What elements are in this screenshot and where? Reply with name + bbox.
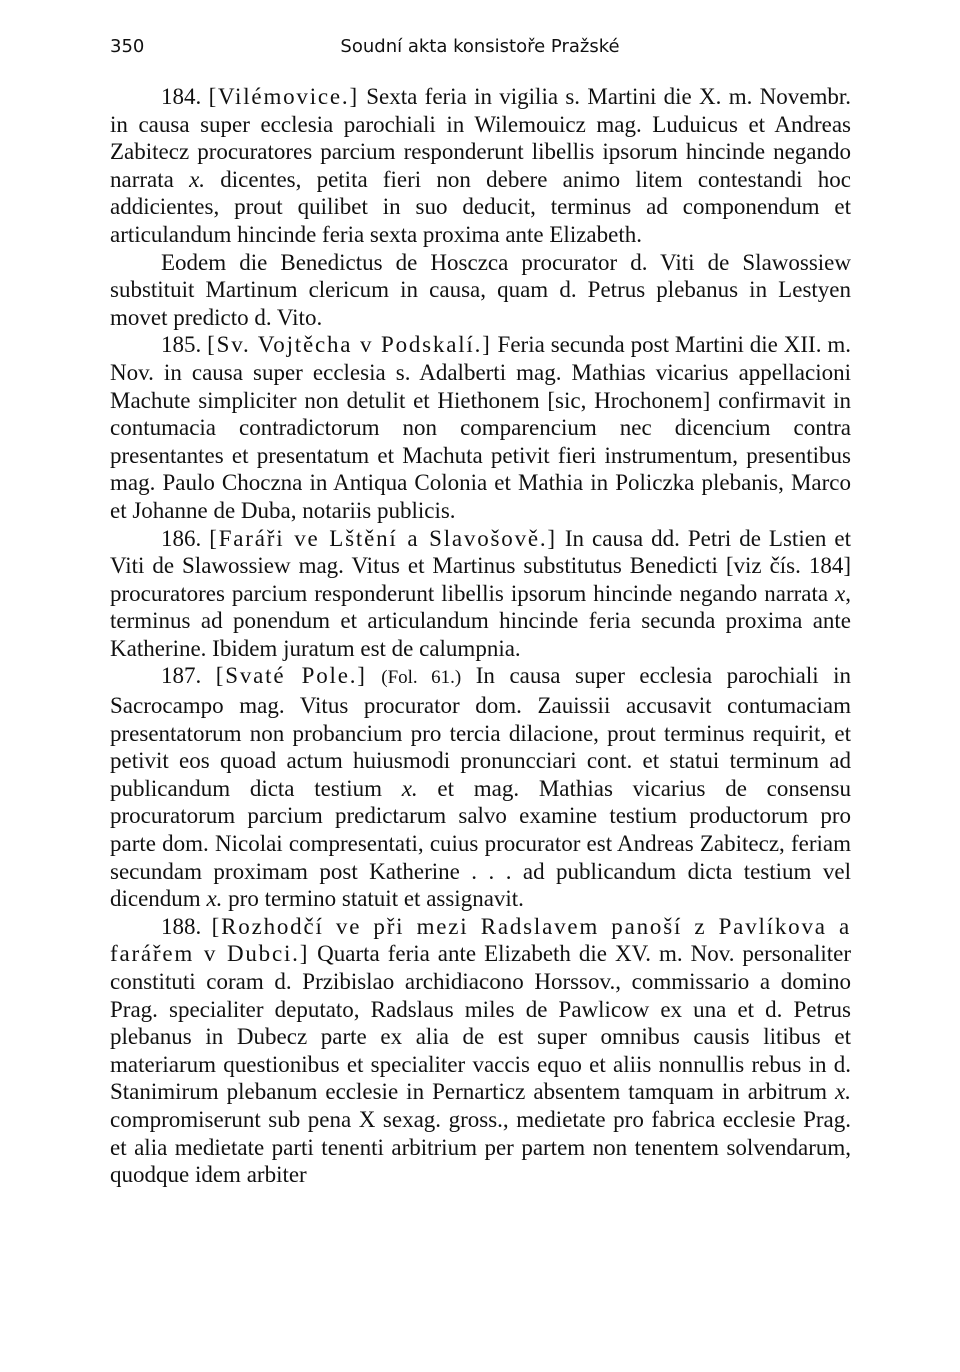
entry-text: Feria secunda post Martini die XII. m. Nov. in causa super ecclesia s. Adalberti mag. Mathias vicarius appellacioni Machute simpliciter non detulit et Hiethonem [sic, Hrochonem] confirmavit in contumacia contradictorum non comparencium nec dicencium contra presentantes et presentatum et Machuta petivit fieri instrumentum, presentibus mag. Paulo Choczna in Antiqua Colonia et Mathia in Policzka plebanis, Marco et Johanne de Duba, notariis publicis. bbox=[110, 332, 851, 523]
running-title: Soudní akta konsistoře Pražské bbox=[340, 36, 620, 57]
entry-text: Quarta feria ante Elizabeth die XV. m. Nov. personaliter constituti coram d. Przibislao archidiacono Horssov., commissario a domino Prag. specialiter deputato, Radslaus miles de Pawlicow ex una et d. Petrus plebanus in Dubecz parte ex alia de est super omnibus causis litibus et materiarum questionibus et specialiter vaccis equo et aliis nonnullis rebus in d. Stanimirum plebanum ecclesie in Pernarticz absentem tamquam in arbitrum bbox=[110, 941, 851, 1105]
entry-title: [Rozhodčí ve při mezi Radslavem panoší z Pavlíkova a farářem v Dubci.] bbox=[110, 913, 852, 967]
entry-text-continued: compromiserunt sub pena X sexag. gross., medietate pro fabrica ecclesie Prag. et alia medietate parti tenenti arbitrium per partem non tenentem solvendarum, quodque idem arbiter bbox=[110, 1106, 851, 1188]
entry-185 bbox=[110, 331, 851, 524]
entry-text: Sexta feria in vigilia s. Martini die X. m. Novembr. in causa super ecclesia parochiali in Wilemouicz mag. Luduicus et Andreas Zabitecz procuratores parcium responderunt libellis ipsorum hincinde negando narrata bbox=[110, 84, 851, 192]
entry-184 bbox=[110, 83, 851, 249]
entry-text: In causa dd. Petri de Lstien et Viti de Slawossiew mag. Vitus et Martinus substitutus Benedicti [viz čís. 184] procuratores parcium responderunt libellis ipsorum hincinde negando narrata bbox=[110, 525, 851, 606]
entry-text-continued: et mag. Mathias vicarius de consensu procuratorum parcium predictarum salvo examine testium productorum pro parte dom. Nicolai compresentati, cuius procurator est Andreas Zabitecz, feriam secundam proximam post Katherine . . . ad publicandum dicta testium vel dicendum bbox=[110, 775, 851, 912]
entry-number: 187. bbox=[161, 663, 202, 689]
entry-number: 186. bbox=[161, 525, 202, 551]
entry-title: [Sv. Vojtěcha v Podskalí.] bbox=[207, 332, 492, 358]
entry-text-continued: dicentes, petita fieri non debere animo litem contestandi hoc addicientes, prout quilibet in suo deducit, terminus ad componendum et articulandum hincinde feria sexta proxima ante Elizabeth. bbox=[110, 166, 851, 247]
entry-184-substitution bbox=[110, 249, 851, 332]
siglum-mark: x. bbox=[189, 166, 206, 192]
page-header bbox=[110, 36, 850, 62]
entry-text-end: pro termino statuit et assignavit. bbox=[222, 886, 524, 912]
siglum-mark: x. bbox=[401, 775, 418, 801]
entry-title: [Svaté Pole.] bbox=[215, 663, 367, 689]
entry-186 bbox=[110, 525, 851, 663]
entry-title: [Vilémovice.] bbox=[208, 84, 359, 109]
entry-text: In causa super ecclesia parochiali in Sacrocampo mag. Vitus procurator dom. Zauissii accusavit contumaciam presentatorum non probancium pro tercia dilacione, prout terminus requirit, et petivit eos quoad actum huiusmodi pronuncciari cont. et statui terminum ad publicandum dicta testium bbox=[110, 663, 851, 801]
folio-reference: (Fol. 61.) bbox=[381, 667, 462, 689]
body-text bbox=[110, 83, 851, 1189]
siglum-mark: x bbox=[835, 580, 846, 606]
entry-number: 185. bbox=[161, 332, 202, 358]
entry-188 bbox=[110, 913, 851, 1189]
entry-187 bbox=[110, 662, 851, 912]
entry-text-continued: , terminus ad ponendum et articulandum hincinde feria secunda proxima ante Katherine. Ibidem juratum est de calumpnia. bbox=[110, 580, 851, 661]
siglum-mark: x. bbox=[835, 1079, 851, 1105]
entry-number: 188. bbox=[161, 913, 202, 939]
entry-text: Eodem die Benedictus de Hosczca procurator d. Viti de Slawossiew substituit Martinum clericum in causa, quam d. Petrus plebanus in Lestyen movet predicto d. Vito. bbox=[110, 249, 851, 330]
entry-title: [Faráři ve Lštění a Slavošově.] bbox=[209, 525, 557, 551]
siglum-mark: x. bbox=[206, 886, 223, 912]
entry-number: 184. bbox=[161, 84, 202, 109]
page-number: 350 bbox=[110, 36, 145, 57]
